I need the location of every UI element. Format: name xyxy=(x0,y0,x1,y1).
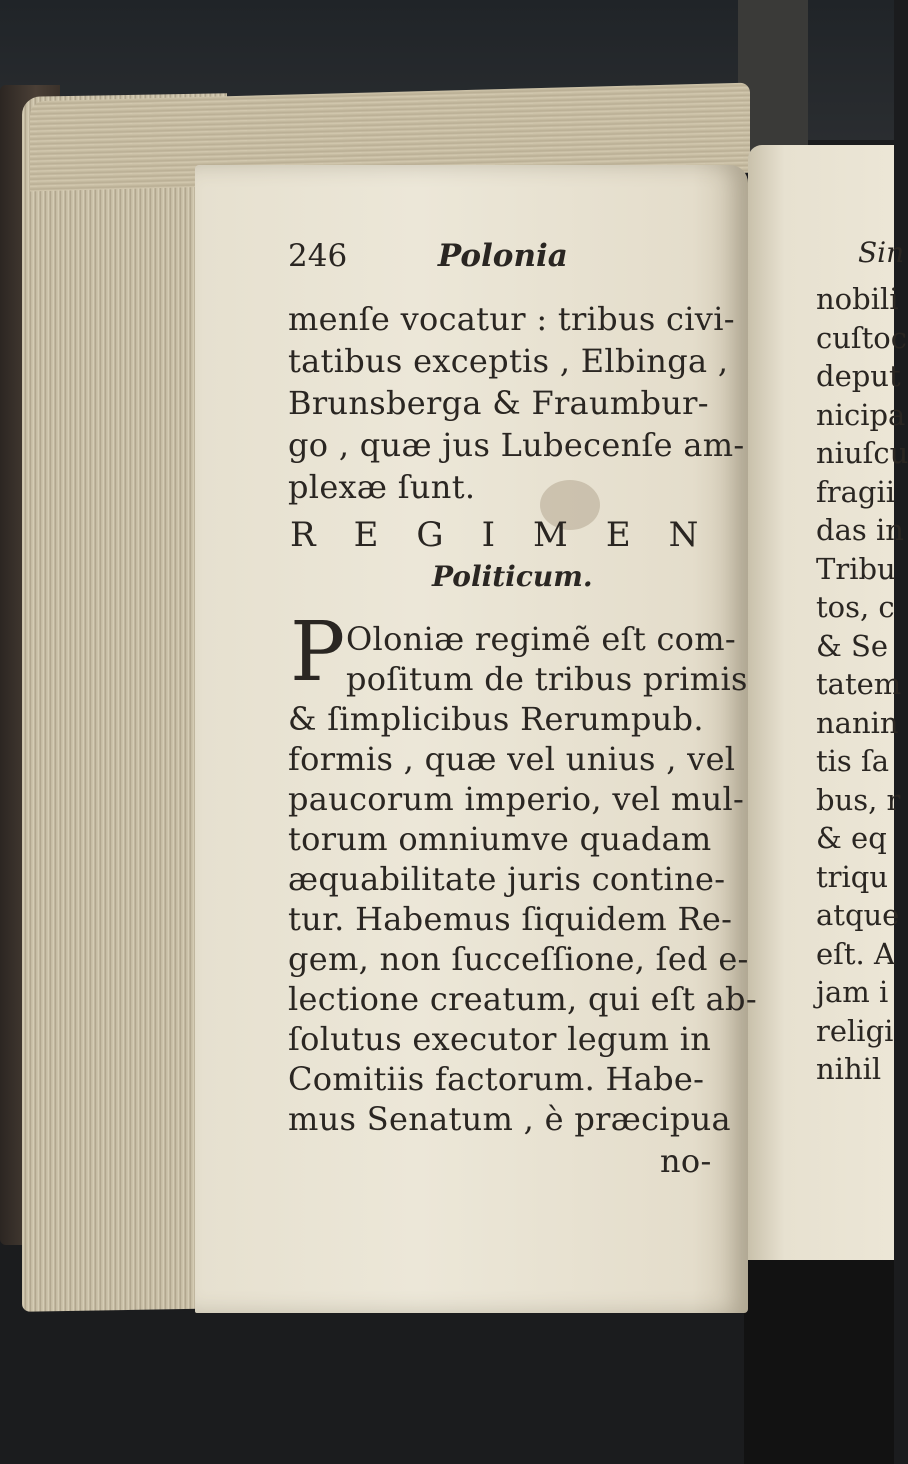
text-line: mus Senatum , è præcipua xyxy=(288,1100,731,1138)
running-title: Polonia xyxy=(437,238,568,274)
page-header xyxy=(288,238,568,274)
text-line: plexæ ſunt. xyxy=(288,468,476,506)
text-line: torum omniumve quadam xyxy=(288,820,712,858)
right-text-line: triqu xyxy=(816,859,889,894)
right-text-line: fragii xyxy=(816,474,895,509)
catchword: no- xyxy=(660,1142,712,1180)
text-line: menſe vocatur : tribus civi- xyxy=(288,300,735,338)
background-bottom-right xyxy=(744,1260,894,1464)
text-line: Comitiis factorum. Habe- xyxy=(288,1060,705,1098)
text-line: paucorum imperio, vel mul- xyxy=(288,780,745,818)
text-line: gem, non ſucceſſione, ſed e- xyxy=(288,940,749,978)
right-text-line: & Se xyxy=(816,628,889,663)
drop-cap: P xyxy=(290,605,346,700)
right-text-line: nanin xyxy=(816,705,899,740)
text-line: & ſimplicibus Rerumpub. xyxy=(288,700,704,738)
right-text-line: das in xyxy=(816,513,904,547)
right-text-line: tatem xyxy=(816,667,902,701)
right-text-line: bus, r xyxy=(816,782,901,817)
right-text-line: & eq xyxy=(816,821,887,855)
page-number: 246 xyxy=(288,238,348,274)
text-line: æquabilitate juris contine- xyxy=(288,860,726,898)
section-subheading: Politicum. xyxy=(432,560,593,593)
right-text-line: deput xyxy=(816,359,901,393)
text-line: tatibus exceptis , Elbinga , xyxy=(288,342,729,380)
text-line: formis , quæ vel unius , vel xyxy=(288,740,736,778)
right-text-line: Tribu xyxy=(816,551,896,586)
right-text-line: tis ſa xyxy=(816,744,890,778)
section-heading: REGIMEN xyxy=(290,515,737,555)
right-text-line: niuſcu xyxy=(816,436,908,470)
right-running-title: Sin xyxy=(858,236,905,269)
text-line: go , quæ jus Lubecenſe am- xyxy=(288,426,745,464)
right-text-line: tos, c xyxy=(816,590,895,624)
right-text-line: cuſtoc xyxy=(816,320,908,355)
text-line: poſitum de tribus primis xyxy=(346,660,748,698)
text-line: Oloniæ regimẽ eſt com- xyxy=(346,620,736,658)
right-text-line: nicipa xyxy=(816,397,906,432)
right-text-line: atque xyxy=(816,898,900,932)
right-text-line: jam i xyxy=(816,975,889,1009)
right-text-line: nihil xyxy=(816,1052,882,1086)
right-text-line: eſt. A xyxy=(816,936,895,971)
right-text-line: religi xyxy=(816,1013,894,1048)
text-line: tur. Habemus ſiquidem Re- xyxy=(288,900,733,938)
text-line: ſolutus executor legum in xyxy=(288,1020,712,1058)
right-text-line: nobili xyxy=(816,282,899,316)
text-line: Brunsberga & Fraumbur- xyxy=(288,384,709,422)
text-line: lectione creatum, qui eſt ab- xyxy=(288,980,757,1018)
